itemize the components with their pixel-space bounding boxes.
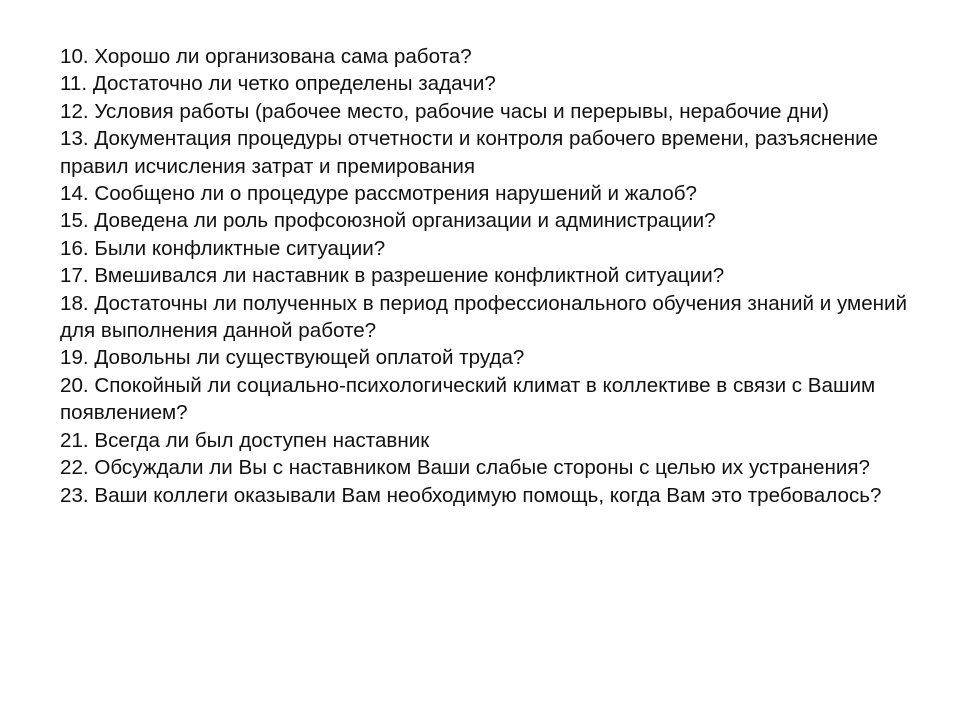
question-item-11: 11. Достаточно ли четко определены задачи? xyxy=(60,72,496,96)
question-item-18: 18. Достаточны ли полученных в период профессионального обучения знаний и умений для выполнения данной работе? xyxy=(60,291,908,343)
question-item-17: 17. Вмешивался ли наставник в разрешение конфликтной ситуации? xyxy=(60,264,725,288)
question-item-14: 14. Сообщено ли о процедуре рассмотрения нарушений и жалоб? xyxy=(60,182,697,206)
question-item-12: 12. Условия работы (рабочее место, рабочие часы и перерывы, нерабочие дни) xyxy=(60,99,829,123)
question-list xyxy=(60,43,940,509)
question-item-19: 19. Довольны ли существующей оплатой труда? xyxy=(60,346,525,370)
question-item-22: 22. Обсуждали ли Вы с наставником Ваши слабые стороны с целью их устранения? xyxy=(60,456,870,480)
question-item-16: 16. Были конфликтные ситуации? xyxy=(60,236,386,260)
question-item-10: 10. Хорошо ли организована сама работа? xyxy=(60,45,472,68)
question-item-21: 21. Всегда ли был доступен наставник xyxy=(60,428,430,452)
question-item-20: 20. Спокойный ли социально-психологический климат в коллективе в связи с Вашим появлением? xyxy=(60,373,876,425)
question-item-13: 13. Документация процедуры отчетности и контроля рабочего времени, разъяснение правил исчисления затрат и премирования xyxy=(60,127,879,178)
question-item-15: 15. Доведена ли роль профсоюзной организации и администрации? xyxy=(60,209,716,233)
question-item-23: 23. Ваши коллеги оказывали Вам необходимую помощь, когда Вам это требовалось? xyxy=(60,483,882,507)
